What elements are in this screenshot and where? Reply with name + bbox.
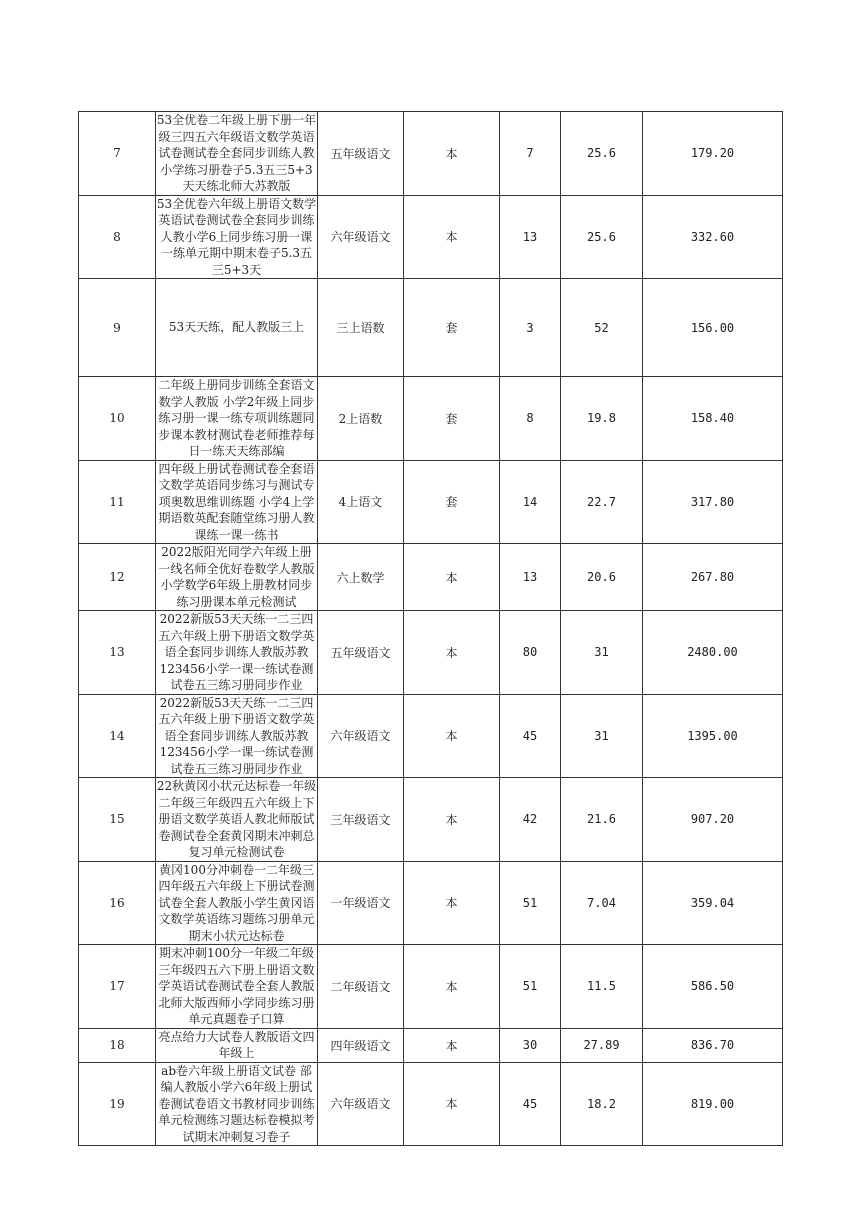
quantity-cell: 7 (500, 112, 561, 196)
row-number-cell: 17 (79, 945, 156, 1029)
unit-price-cell: 18.2 (561, 1062, 643, 1146)
row-number-cell: 8 (79, 195, 156, 279)
table-row (79, 611, 783, 695)
product-name-cell: 2022新版53天天练一二三四五六年级上册下册语文数学英语全套同步训练人教版苏教123456小学一课一练试卷测试卷五三练习册同步作业 (156, 611, 318, 695)
grade-subject-cell: 一年级语文 (318, 861, 404, 945)
table-row (79, 778, 783, 862)
grade-subject-cell: 三上语数 (318, 279, 404, 377)
amount-cell: 907.20 (643, 778, 783, 862)
product-name-cell: 53天天练，配人教版三上 (156, 279, 318, 377)
grade-subject-cell: 二年级语文 (318, 945, 404, 1029)
table-row (79, 1028, 783, 1062)
quantity-cell: 45 (500, 694, 561, 778)
unit-cell: 套 (404, 460, 500, 544)
quantity-cell: 51 (500, 945, 561, 1029)
row-number-cell: 10 (79, 377, 156, 461)
table-row (79, 195, 783, 279)
product-name-cell: 2022版阳光同学六年级上册一线名师全优好卷数学人教版 小学数学6年级上册教材同步练习册课本单元检测试 (156, 544, 318, 611)
amount-cell: 317.80 (643, 460, 783, 544)
row-number-cell: 12 (79, 544, 156, 611)
unit-price-cell: 25.6 (561, 112, 643, 196)
table-row (79, 279, 783, 377)
unit-cell: 本 (404, 945, 500, 1029)
table-row (79, 861, 783, 945)
quantity-cell: 13 (500, 544, 561, 611)
quantity-cell: 30 (500, 1028, 561, 1062)
table-row (79, 112, 783, 196)
row-number-cell: 19 (79, 1062, 156, 1146)
unit-price-cell: 19.8 (561, 377, 643, 461)
grade-subject-cell: 六年级语文 (318, 1062, 404, 1146)
grade-subject-cell: 4上语文 (318, 460, 404, 544)
table-row (79, 1062, 783, 1146)
product-name-cell: 四年级上册试卷测试卷全套语文数学英语同步练习与测试专项奥数思维训练题 小学4上学期语数英配套随堂练习册人教课练一课一练书 (156, 460, 318, 544)
amount-cell: 156.00 (643, 279, 783, 377)
unit-cell: 本 (404, 778, 500, 862)
product-name-cell: 期末冲刺100分一年级二年级三年级四五六下册上册语文数学英语试卷测试卷全套人教版北师大版西师小学同步练习册单元真题卷子口算 (156, 945, 318, 1029)
table-body (79, 112, 783, 1146)
grade-subject-cell: 五年级语文 (318, 112, 404, 196)
amount-cell: 819.00 (643, 1062, 783, 1146)
row-number-cell: 15 (79, 778, 156, 862)
row-number-cell: 18 (79, 1028, 156, 1062)
amount-cell: 359.04 (643, 861, 783, 945)
quantity-cell: 14 (500, 460, 561, 544)
grade-subject-cell: 六年级语文 (318, 195, 404, 279)
grade-subject-cell: 五年级语文 (318, 611, 404, 695)
row-number-cell: 14 (79, 694, 156, 778)
product-name-cell: ab卷六年级上册语文试卷 部编人教版小学六6年级上册试卷测试卷语文书教材同步训练单元检测练习题达标卷模拟考试期末冲刺复习卷子 (156, 1062, 318, 1146)
amount-cell: 836.70 (643, 1028, 783, 1062)
unit-cell: 本 (404, 112, 500, 196)
amount-cell: 267.80 (643, 544, 783, 611)
amount-cell: 158.40 (643, 377, 783, 461)
order-table (78, 111, 783, 1146)
row-number-cell: 13 (79, 611, 156, 695)
quantity-cell: 13 (500, 195, 561, 279)
table-row (79, 460, 783, 544)
unit-price-cell: 21.6 (561, 778, 643, 862)
row-number-cell: 11 (79, 460, 156, 544)
table-row (79, 377, 783, 461)
unit-cell: 本 (404, 611, 500, 695)
amount-cell: 1395.00 (643, 694, 783, 778)
unit-price-cell: 31 (561, 694, 643, 778)
table-row (79, 544, 783, 611)
quantity-cell: 3 (500, 279, 561, 377)
row-number-cell: 9 (79, 279, 156, 377)
unit-cell: 本 (404, 694, 500, 778)
unit-price-cell: 20.6 (561, 544, 643, 611)
unit-cell: 套 (404, 377, 500, 461)
unit-price-cell: 7.04 (561, 861, 643, 945)
unit-price-cell: 31 (561, 611, 643, 695)
unit-price-cell: 27.89 (561, 1028, 643, 1062)
product-name-cell: 2022新版53天天练一二三四五六年级上册下册语文数学英语全套同步训练人教版苏教123456小学一课一练试卷测试卷五三练习册同步作业 (156, 694, 318, 778)
unit-cell: 套 (404, 279, 500, 377)
product-name-cell: 53全优卷六年级上册语文数学英语试卷测试卷全套同步训练人教小学6上同步练习册一课一练单元期中期末卷子5.3五三5+3天 (156, 196, 317, 277)
amount-cell: 332.60 (643, 195, 783, 279)
grade-subject-cell: 六上数学 (318, 544, 404, 611)
table-row (79, 945, 783, 1029)
quantity-cell: 8 (500, 377, 561, 461)
row-number-cell: 16 (79, 861, 156, 945)
unit-price-cell: 11.5 (561, 945, 643, 1029)
unit-price-cell: 25.6 (561, 195, 643, 279)
unit-cell: 本 (404, 861, 500, 945)
amount-cell: 586.50 (643, 945, 783, 1029)
quantity-cell: 80 (500, 611, 561, 695)
grade-subject-cell: 2上语数 (318, 377, 404, 461)
quantity-cell: 51 (500, 861, 561, 945)
unit-price-cell: 22.7 (561, 460, 643, 544)
amount-cell: 179.20 (643, 112, 783, 196)
row-number-cell: 7 (79, 112, 156, 196)
unit-cell: 本 (404, 1062, 500, 1146)
unit-cell: 本 (404, 544, 500, 611)
amount-cell: 2480.00 (643, 611, 783, 695)
unit-price-cell: 52 (561, 279, 643, 377)
product-name-cell: 亮点给力大试卷人教版语文四年级上 (156, 1028, 318, 1062)
grade-subject-cell: 六年级语文 (318, 694, 404, 778)
grade-subject-cell: 三年级语文 (318, 778, 404, 862)
unit-cell: 本 (404, 195, 500, 279)
quantity-cell: 42 (500, 778, 561, 862)
product-name-cell: 22秋黄冈小状元达标卷一年级二年级三年级四五六年级上下册语文数学英语人教北师版试卷测试卷全套黄冈期末冲刺总复习单元检测试卷 (156, 779, 317, 859)
quantity-cell: 45 (500, 1062, 561, 1146)
product-name-cell: 黄冈100分冲刺卷一二年级三四年级五六年级上下册试卷测试卷全套人教版小学生黄冈语文数学英语练习题练习册单元期末小状元达标卷 (156, 861, 318, 945)
product-name-cell: 二年级上册同步训练全套语文数学人教版 小学2年级上同步练习册一课一练专项训练题同步课本教材测试卷老师推荐每日一练天天练部编 (156, 377, 318, 461)
unit-cell: 本 (404, 1028, 500, 1062)
table-row (79, 694, 783, 778)
grade-subject-cell: 四年级语文 (318, 1028, 404, 1062)
product-name-cell: 53全优卷二年级上册下册一年级三四五六年级语文数学英语试卷测试卷全套同步训练人教小学练习册卷子5.3五三5+3天天练北师大苏教版 (156, 113, 317, 193)
